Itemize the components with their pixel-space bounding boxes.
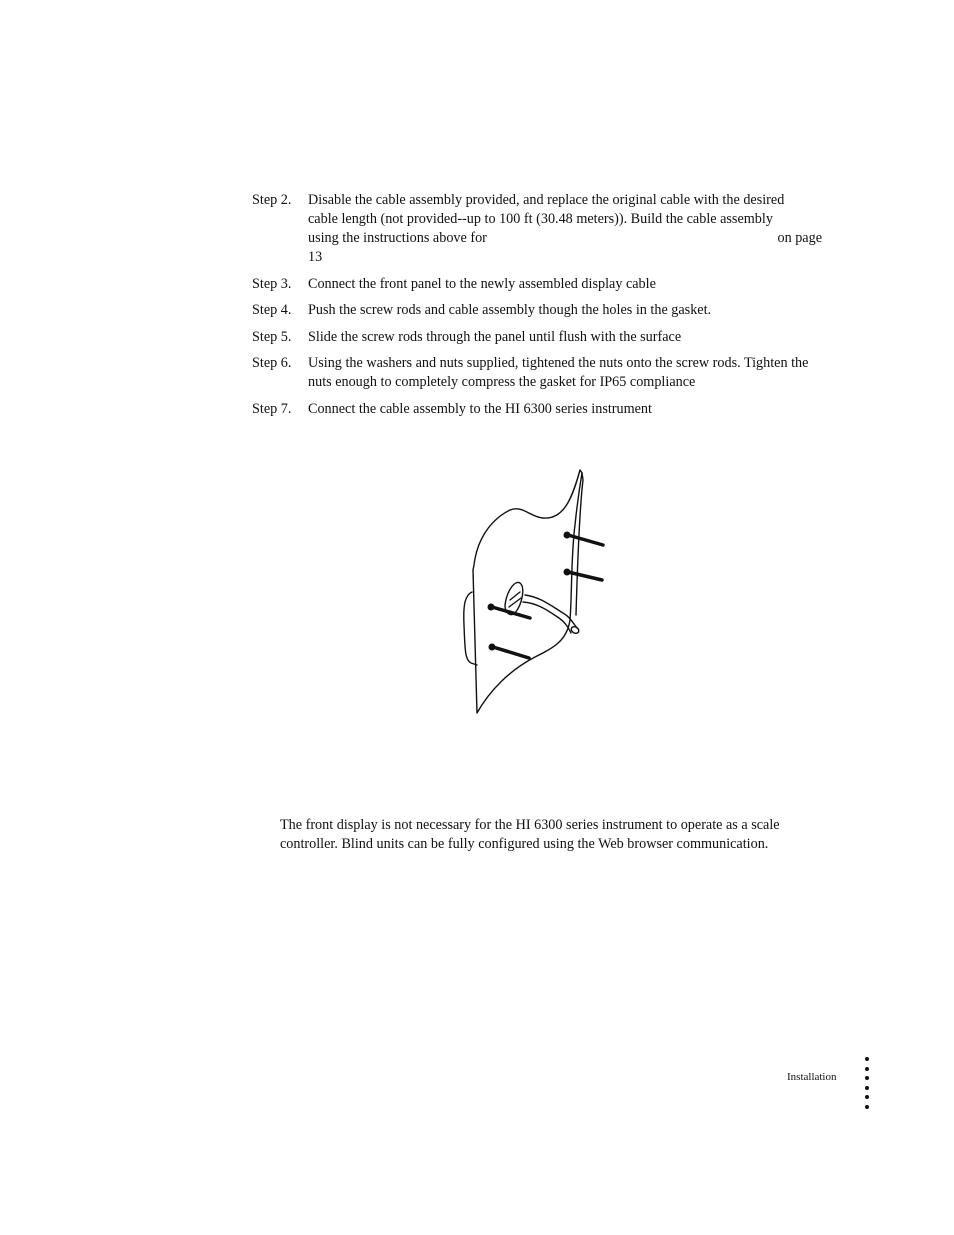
panel-mounting-illustration <box>455 465 625 720</box>
step-text <box>308 191 822 267</box>
screw-rod <box>492 607 530 618</box>
step-text: Push the screw rods and cable assembly though the holes in the gasket. <box>308 302 712 318</box>
step-7 <box>252 400 822 419</box>
front-panel <box>473 470 582 713</box>
step-6 <box>252 354 822 392</box>
panel-thickness <box>576 473 583 615</box>
screw-rod <box>493 647 529 658</box>
step-line-left: using the instructions above for <box>308 230 487 246</box>
screw-rod <box>568 572 602 580</box>
step-3 <box>252 275 822 294</box>
step-number: Step 4. <box>252 302 292 318</box>
step-number: Step 5. <box>252 328 292 345</box>
step-4 <box>252 301 822 320</box>
step-text: Using the washers and nuts supplied, tightened the nuts onto the screw rods. Tighten the nuts enough to completely compress the gasket for IP65 compliance <box>308 355 809 390</box>
body-paragraph: The front display is not necessary for the HI 6300 series instrument to operate as a scale controller. Blind units can be fully configured using the Web browser communication. <box>280 817 780 852</box>
step-line: cable length (not provided--up to 100 ft (30.48 meters)). Build the cable assembly <box>308 211 773 227</box>
footer-dots-ornament <box>865 1057 871 1114</box>
step-line <box>308 229 822 248</box>
step-text: Connect the cable assembly to the HI 6300 series instrument <box>308 400 652 417</box>
step-number: Step 2. <box>252 192 292 208</box>
step-line-right: on page <box>777 230 822 246</box>
step-text: Slide the screw rods through the panel until flush with the surface <box>308 328 682 345</box>
step-number: Step 7. <box>252 400 292 417</box>
step-line: 13 <box>308 249 323 265</box>
step-text: Connect the front panel to the newly assembled display cable <box>308 275 656 292</box>
step-2 <box>252 191 822 267</box>
step-5 <box>252 328 822 347</box>
installation-steps <box>252 191 822 426</box>
step-line: Disable the cable assembly provided, and replace the original cable with the desired <box>308 192 785 208</box>
step-number: Step 6. <box>252 355 292 371</box>
step-number: Step 3. <box>252 275 292 292</box>
footer-section-label: Installation <box>787 1071 837 1083</box>
